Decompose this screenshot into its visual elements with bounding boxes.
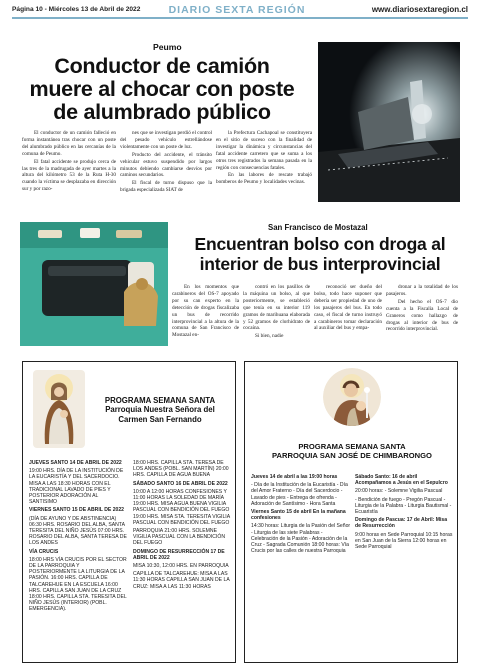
program-left-column-1: JUEVES SANTO 14 DE ABRIL DE 2022 19:00 HRS. DÍA DE LA INSTITUCIÓN DE LA EUCARISTÍA Y DEL SACERDOCIO. MISA A LAS 18:30 HORAS CON EL TRADICIONAL LAVADO DE PIES Y POSTERIOR ADORACIÓN AL SANTISIMO VIERNES SANTO 15 DE ABRIL DE 2022 (DÍA DE AYUNO Y DE ABSTINENCIA) 06:30 HRS. ROSARIO DEL ALBA, SANTA TERESITA DEL NIÑO JESÚS 07:00 HRS. ROSARIO DEL ALBA, SANTA TERESA DE LOS ANDES VÍA CRUCIS 18:00 HRS VÍA CRUCIS POR EL SECTOR DE LA PARROQUIA Y POSTERIORMENTE LA LITURGIA DE LA PASIÓN. 16:00 HRS. CAPILLA DE TALCAREHUE EN LA ESCUELA 16:00 HRS. CAPILLA SAN JUAN DE LA CRUZ 18:00 HRS. CAPILLA STA. TERESITA DEL NIÑO JESÚS (INTERIOR) (POBL. EMERGENCIA).	[29, 460, 127, 613]
drug-bag-photo	[20, 222, 168, 346]
virgin-carmen-image	[33, 370, 85, 448]
story2-column-1: En los momentos que carabineros del OS-7 apoyado por su can experto en la detección de drogas fiscalizaba un bus de recorrido interprovincial a la altura de la comuna de San Francisco de Mostazal en-	[172, 284, 239, 339]
story2-headline: Encuentran bolso con droga al interior de bus interprovincial	[194, 234, 446, 274]
site-url[interactable]: www.diariosextaregion.cl	[371, 5, 468, 14]
story1-kicker: Peumo	[153, 42, 182, 52]
program-right-title: PROGRAMA SEMANA SANTA PARROQUIA SAN JOSÉ DE CHIMBARONGO	[272, 442, 432, 461]
program-left-title: PROGRAMA SEMANA SANTA Parroquia Nuestra Señora del Carmen San Fernando	[104, 396, 216, 424]
saint-joseph-image	[323, 368, 381, 426]
page-info: Página 10 - Miércoles 13 de Abril de 2022	[12, 6, 141, 13]
program-san-fernando-box	[22, 361, 236, 663]
story1-column-2: nes que se investigan perdió el control del pesado vehículo estrellándose violentamente con un poste de luz. Producto del accidente, el tránsito vehicular estuvo suspendido por largos minutos debiendo cambiarse desvíos por caminos secundarios. El fiscal de turno dispuso que la brigada especializada SIAT de	[120, 130, 212, 194]
story1-column-1: El conductor de un camión falleció en forma instantánea tras chocar con un poste del alumbrado público en las cercanías de la comuna de Peumo. El fatal accidente se produjo cerca de las tres de la madrugada de ayer martes a la altura del kilómetro 53 de la Ruta H-30 cuando la víctima se desplazaba en dirección sur y por razo-	[22, 130, 116, 193]
story2-column-2: contró en los pasillos de la máquina un bolso, al que posteriormente, se estableció que tenía en su interior 119 gramos de marihuana elaborada y 52 gramos de clorhidrato de cocaína. Si bien, nadie	[243, 284, 310, 340]
story2-column-3: reconoció ser dueño del bolso, todo hace suponer que debería ser propiedad de uno de los pasajeros del bus. En todo caso, el fiscal de turno instruyó a carabineros tomar declaración al auxiliar del bus y empa-	[314, 284, 382, 332]
program-right-column-1: Jueves 14 de abril a las 19:00 horas - Día de la Institución de la Eucaristía - Día del Amor Fraterno - Día del Sacerdocio - Lavado de pies - Entrega de ofrenda - Adoración de Santísimo - Hora Santa Viernes Santo 15 de abril En la mañana confesiones 14:30 horas: Liturgia de la Pasión del Señor - Liturgia de las siete Palabras - Celebración de la Pasión - Adoración de la Cruz - Sagrada Comunión 18:00 horas: Vía Crucis por las calles de nuestra Parroquia	[251, 474, 351, 555]
program-left-column-2: 18:00 HRS. CAPILLA STA. TERESA DE LOS ANDES (POBL. SAN MARTÍN) 20:00 HRS. CAPILLA DE AGUA BUENA SÁBADO SANTO 16 DE ABRIL DE 2022 10:00 A 12:00 HORAS CONFESIONES Y 11:00 HORAS LA SOLEDAD DE MARÍA 19:00 HRS. MISA AGUA BUENA VIGILIA PASCUAL CON BENDICIÓN DEL FUEGO 19:00 HRS. MISA STA. TERESITA VIGILIA PASCUAL CON BENDICIÓN DEL FUEGO PARROQUIA 21:00 HRS. SOLEMNE VIGILIA PASCUAL CON LA BENDICIÓN DEL FUEGO DOMINGO DE RESURRECCIÓN 17 DE ABRIL DE 2022 MISA 10:30, 12:00 HRS. EN PARROQUIA CAPILLA DE TALCAREHUE: MISA A LAS 11:30 HORAS CAPILLA SAN JUAN DE LA CRUZ: MISA A LAS 11:30 HORAS	[133, 460, 230, 590]
program-right-column-2: Sábado Santo: 16 de abril Acompañamos a Jesús en el Sepulcro 20:00 horas: - Solemne Vigilia Pascual - Bendición de fuego - Pregón Pascual - Liturgia de la Palabra - Liturgia Bautismal - Ecuaristía Domingo de Pascua: 17 de Abril: Misa de Resurrección 9:00 horas en Sede Parroquial 10:15 horas en San Juan de la Sierra 12:00 horas en Sede Parroquial	[355, 474, 453, 551]
accident-photo	[318, 42, 460, 202]
page-header	[12, 4, 468, 26]
header-rule	[12, 17, 468, 19]
saint-joseph-illustration	[323, 368, 381, 426]
story2-column-4: dronar a la totalidad de los pasajeros. Del hecho el OS-7 dio cuenta a la Fiscalía Local de Graneros como hallazgo de drogas al interior de bus de recorrido interprovincial.	[386, 284, 458, 333]
accident-photo-illustration	[318, 42, 460, 202]
brand-title: DIARIO SEXTA REGIÓN	[168, 4, 306, 16]
virgin-carmen-illustration	[33, 370, 85, 448]
program-chimbarongo-box	[244, 361, 458, 663]
story2-kicker: San Francisco de Mostazal	[268, 223, 368, 232]
drug-bag-illustration	[20, 222, 168, 346]
story1-headline: Conductor de camión muere al chocar con poste de alumbrado público	[29, 54, 295, 125]
story1-column-3: la Prefectura Cachapoal se constituyera en el sitio de suceso con la finalidad de investigar la dinámica y circunstancias del fatal accidente carretero que se suma a los otros tres registrados la semana pasada en la región con consecuencias fatales. En las labores de rescate trabajó bomberos de Peumo y localidades vecinas.	[216, 130, 312, 186]
